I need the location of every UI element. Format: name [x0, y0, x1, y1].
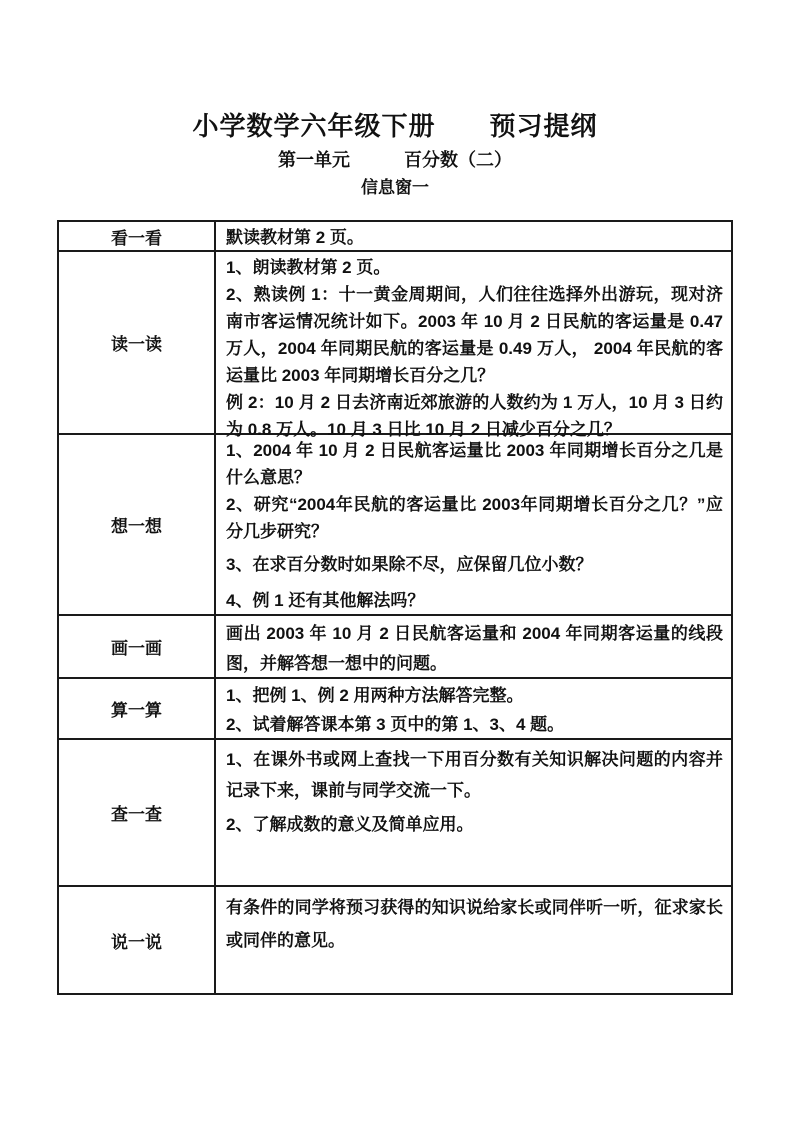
row-content-cell: [216, 679, 731, 738]
content-line: 1、在课外书或网上查找一下用百分数有关知识解决问题的内容并记录下来，课前与同学交流一下。: [226, 750, 723, 800]
content-line: 3、在求百分数时如果除不尽，应保留几位小数？: [226, 555, 593, 574]
row-label: 算一算: [111, 701, 162, 720]
page-section-title: 信息窗一: [361, 178, 429, 197]
content-line: 1、2004 年 10 月 2 日民航客运量比 2003 年同期增长百分之几是什么意思？: [226, 441, 723, 487]
row-label-cell: [59, 222, 216, 250]
page-subtitle: 第一单元 百分数（二）: [278, 150, 512, 170]
row-label: 读一读: [111, 335, 162, 354]
row-content-cell: [216, 616, 731, 677]
row-label-cell: [59, 435, 216, 614]
content-line: 2、试着解答课本第 3 页中的第 1、3、4 题。: [226, 715, 565, 734]
row-label: 查一查: [111, 805, 162, 824]
table-row-du-yi-du: [59, 252, 731, 439]
page-title: 小学数学六年级下册 预习提纲: [192, 111, 598, 141]
row-label: 说一说: [111, 932, 162, 952]
row-content-cell: [216, 887, 731, 993]
content-line: 2、研究“2004年民航的客运量比 2003年同期增长百分之几？”应分几步研究？: [226, 495, 723, 541]
content-line: 默读教材第 2 页。: [226, 228, 364, 247]
content-line: 1、朗读教材第 2 页。: [226, 258, 391, 277]
table-row-cha-yi-cha: [59, 740, 731, 887]
row-label-cell: [59, 740, 216, 885]
row-label-cell: [59, 252, 216, 433]
table-row-shuo-yi-shuo: [59, 887, 731, 993]
preview-outline-table: [57, 220, 733, 995]
row-label-cell: [59, 679, 216, 738]
content-line: 2、了解成数的意义及简单应用。: [226, 815, 474, 834]
row-label-cell: [59, 616, 216, 677]
content-line: 1、把例 1、例 2 用两种方法解答完整。: [226, 686, 524, 705]
table-row-kan-yi-kan: [59, 222, 731, 252]
row-label-cell: [59, 887, 216, 993]
table-row-xiang-yi-xiang: [59, 435, 731, 616]
row-label: 看一看: [111, 228, 162, 248]
row-content-cell: [216, 252, 731, 439]
table-row-hua-yi-hua: [59, 616, 731, 679]
row-content-cell: [216, 740, 731, 885]
row-label: 想一想: [111, 517, 162, 536]
row-content-cell: [216, 435, 731, 614]
content-line: 画出 2003 年 10 月 2 日民航客运量和 2004 年同期客运量的线段图，并解答想一想中的问题。: [226, 624, 723, 673]
content-line: 4、例 1 还有其他解法吗？: [226, 591, 425, 610]
content-line: 例 2：10 月 2 日去济南近郊旅游的人数约为 1 万人，10 月 3 日约为 0.8 万人。10 月 3 日比 10 月 2 日减少百分之几？: [226, 393, 723, 439]
row-label: 画一画: [111, 639, 162, 658]
table-row-suan-yi-suan: [59, 679, 731, 740]
content-line: 有条件的同学将预习获得的知识说给家长或同伴听一听，征求家长或同伴的意见。: [226, 898, 723, 950]
row-content-cell: [216, 222, 731, 250]
content-line: 2、熟读例 1：十一黄金周期间，人们往往选择外出游玩，现对济南市客运情况统计如下。2003 年 10 月 2 日民航的客运量是 0.47 万人，2004 年同期民航的客运量是 0.49 万人， 2004 年民航的客运量比 2003 年同期增长百分之几？: [226, 285, 723, 385]
